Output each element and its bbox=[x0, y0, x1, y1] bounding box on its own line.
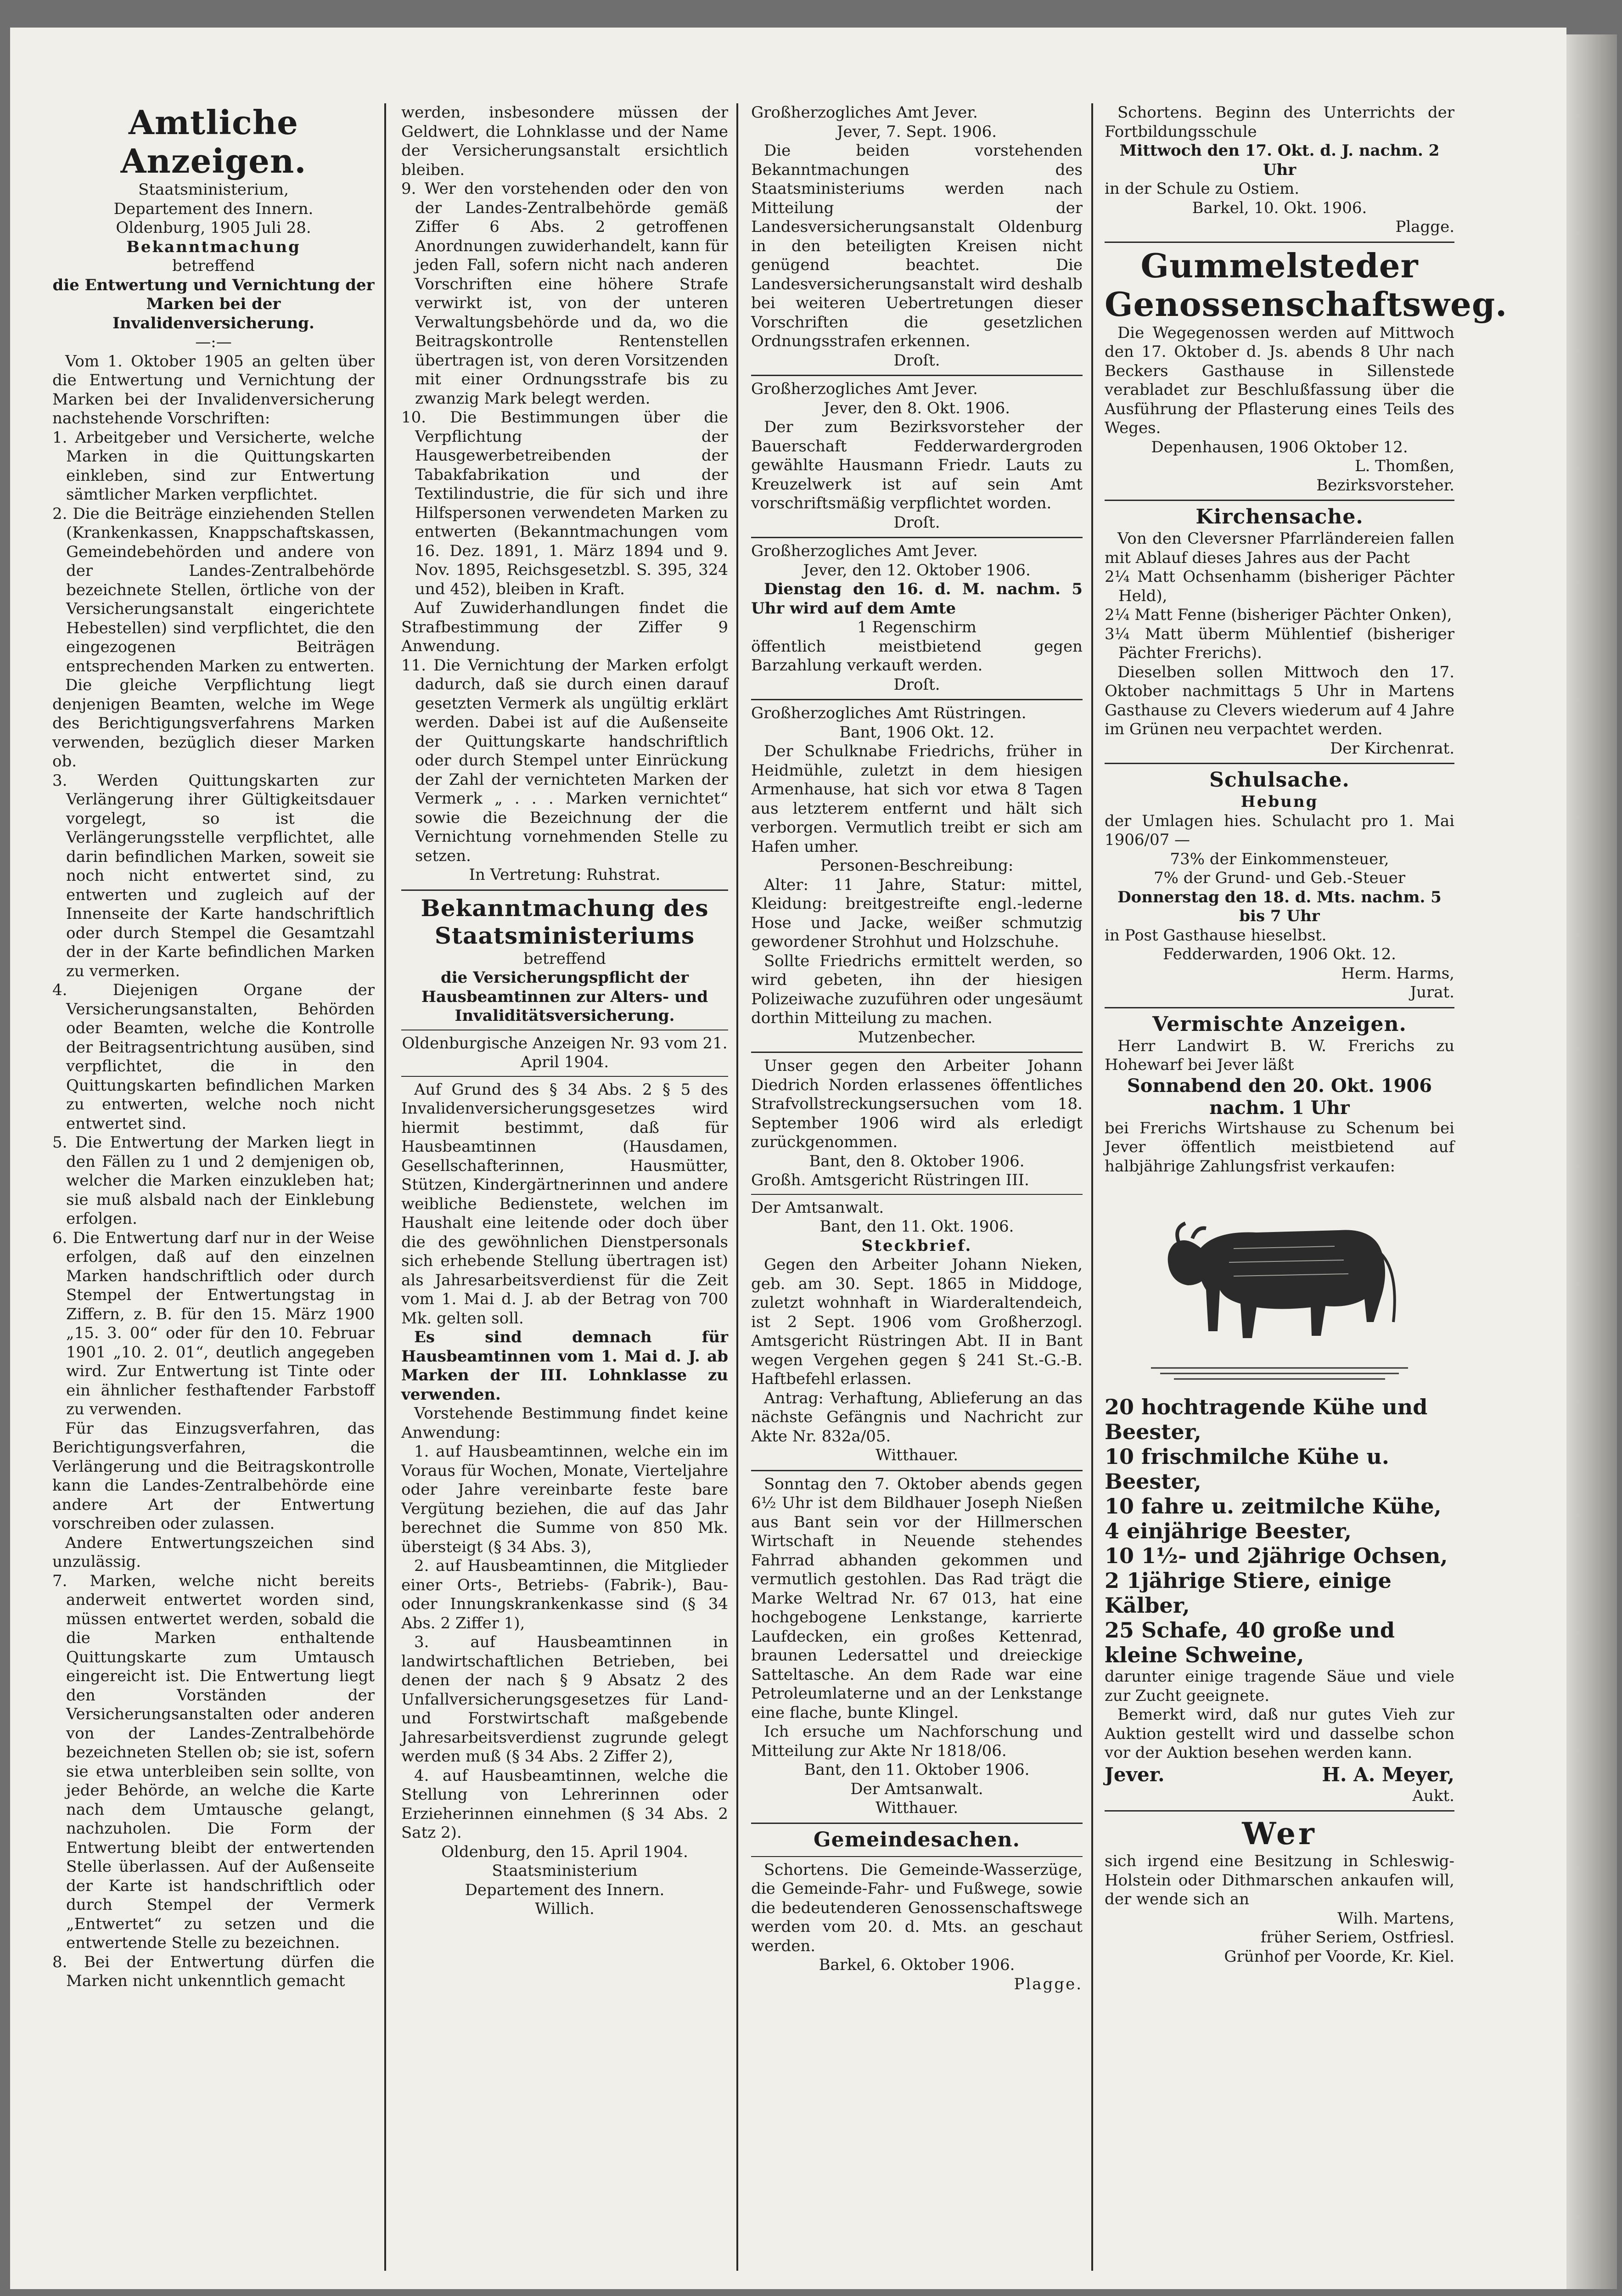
divider bbox=[751, 1470, 1083, 1471]
reference-line: Oldenburgische Anzeigen Nr. 93 vom 21. April 1904. bbox=[402, 1034, 728, 1071]
signature: Witthauer. bbox=[875, 1446, 959, 1464]
divider bbox=[1105, 242, 1454, 243]
divider bbox=[751, 1052, 1083, 1053]
paragraph: sich irgend eine Besitzung in Schleswig-Holstein oder Dithmarschen ankaufen will, der wende sich an bbox=[1105, 1852, 1454, 1908]
section-title-vermischte-anzeigen: Vermischte Anzeigen. bbox=[1152, 1012, 1407, 1036]
column-1 bbox=[46, 103, 381, 2271]
signature: Wilh. Martens, bbox=[1337, 1909, 1454, 1928]
list-item: 4. auf Hausbeamtinnen, welche die Stellung von Lehrerinnen oder Erzieherinnen einnehmen (§ 34 Abs. 2 Satz 2). bbox=[401, 1766, 728, 1842]
paragraph: Alter: 11 Jahre, Statur: mittel, Kleidung: breitgestreifte engl.-lederne Hose und Jacke, weißer schmutzig gewordener Strohhut und Holzschuhe. bbox=[751, 875, 1083, 951]
paragraph: Ich ersuche um Nachforschung und Mitteilung zur Akte Nr 1818/06. bbox=[751, 1722, 1083, 1760]
office-heading: Großherzogliches Amt Jever. bbox=[751, 542, 978, 560]
list-item: 2. Die die Beiträge einziehenden Stellen (Krankenkassen, Knappschaftskassen, Gemeindebehörden und andere von der Landes-Zentralbehörde bezeichnete Stellen, örtliche von der Versicherungsanstalt eingerichtete Hebestellen) sind verpflichtet, die den eingezogenen Beiträgen entsprechenden Marken zu entwerten. bbox=[52, 504, 375, 675]
divider bbox=[751, 537, 1083, 538]
section-title-kirchensache: Kirchensache. bbox=[1195, 505, 1364, 529]
signature: Droſt. bbox=[893, 513, 940, 532]
paragraph: Die gleiche Verpflichtung liegt denjenigen Beamten, welche im Wege des Berichtigungsverfahrens Marken verwenden, bezüglich dieser Marken ob. bbox=[52, 676, 375, 771]
signature: Droſt. bbox=[893, 351, 940, 370]
divider bbox=[401, 1076, 728, 1077]
notice-title: Bekanntmachung des Staatsministeriums bbox=[421, 894, 709, 949]
section-title-gemeindesachen: Gemeindesachen. bbox=[814, 1828, 1020, 1851]
text-line: betreffend bbox=[172, 257, 255, 275]
signature: H. A. Meyer, bbox=[1322, 1763, 1454, 1786]
signature: Plagge. bbox=[1014, 1975, 1083, 1993]
date-line: Jever, den 12. Oktober 1906. bbox=[803, 561, 1031, 580]
divider-mark: —:— bbox=[195, 333, 232, 351]
place-name: Jever. bbox=[1105, 1763, 1165, 1786]
signature: Witthauer. bbox=[875, 1799, 959, 1817]
event-date: Donnerstag den 18. d. Mts. nachm. 5 bis 7 Uhr bbox=[1117, 888, 1442, 925]
signature-title: Bezirksvorsteher. bbox=[1316, 476, 1454, 495]
paragraph: Unser gegen den Arbeiter Johann Diedrich Norden erlassenes öffentliches Strafvollstreckungsersuchen vom 18. September 1906 wird als erledigt zurückgenommen. bbox=[751, 1057, 1083, 1151]
text-line: Staatsministerium bbox=[492, 1862, 638, 1880]
date-line: Jever, den 8. Okt. 1906. bbox=[823, 399, 1010, 417]
section-title-amtliche-anzeigen: Amtliche Anzeigen. bbox=[120, 103, 307, 180]
date-line: Barkel, 10. Okt. 1906. bbox=[1192, 198, 1367, 217]
divider bbox=[1105, 1007, 1454, 1008]
office-heading: Großherzogliches Amt Rüstringen. bbox=[751, 704, 1027, 722]
list-item: 11. Die Vernichtung der Marken erfolgt dadurch, daß sie durch einen darauf gesetzten Vermerk als ungültig erklärt werden. Dabei ist auf die Außenseite der Quittungskarte handschriftlich oder durch Stempel unter Einrückung der Zahl der vernichteten Marken der Vermerk „ . . . Marken vernichtet“ sowie die Bezeichnung der die Vernichtung vornehmenden Stelle zu setzen. bbox=[401, 656, 728, 865]
divider bbox=[1105, 763, 1454, 764]
paragraph: Die beiden vorstehenden Bekanntmachungen des Staatsministeriums werden nach Mitteilung der Landesversicherungsanstalt Oldenburg in den beteiligten Kreisen nicht genügend beachtet. Die Landesversicherungsanstalt wird deshalb bei weiteren Uebertretungen dieser Vorschriften die gesetzlichen Ordnungsstrafen erkennen. bbox=[751, 141, 1083, 350]
text-line: Departement des Innern. bbox=[113, 199, 314, 218]
signature-title: Jurat. bbox=[1410, 983, 1454, 1002]
text-line: 1 Regenschirm bbox=[857, 618, 977, 636]
paragraph: Gegen den Arbeiter Johann Nieken, geb. am 30. Sept. 1865 in Middoge, zuletzt wohnhaft in Wiarderaltendeich, ist 2 Sept. 1906 vom Großherzogl. Amtsgericht Rüstringen Abt. II in Bant wegen Vergehen gegen § 241 St.-G.-B. Haftbefehl erlassen. bbox=[751, 1255, 1083, 1388]
text-line: in der Schule zu Ostiem. bbox=[1105, 180, 1300, 198]
auction-item: 10 frischmilche Kühe u. Beester, bbox=[1105, 1444, 1389, 1494]
office-heading: Großherzogliches Amt Jever. bbox=[751, 103, 978, 122]
signature: Herm. Harms, bbox=[1341, 964, 1454, 983]
column-rule bbox=[1091, 103, 1093, 2271]
text-line: früher Seriem, Ostfriesl. bbox=[1260, 1928, 1454, 1947]
date-line: Fedderwarden, 1906 Okt. 12. bbox=[1163, 945, 1396, 963]
list-item: 3. Werden Quittungskarten zur Verlängerung ihrer Gültigkeitsdauer vorgelegt, so ist die Verlängerungsstelle verpflichtet, alle darin befindlichen Marken, soweit sie noch nicht entwertet sind, zu entwerten und zugleich auf der Innenseite der Karte handschriftlich oder durch Stempel die Gesamtzahl der in der Karte befindlichen Marken zu vermerken. bbox=[52, 771, 375, 980]
list-item: 3. auf Hausbeamtinnen in landwirtschaftlichen Betrieben, bei denen der nach § 9 Absatz 2 des Unfallversicherungsgesetzes für Land- und Forstwirtschaft maßgebende Jahresarbeitsverdienst zugrunde gelegt werden muß (§ 34 Abs. 2 Ziffer 2), bbox=[401, 1633, 728, 1766]
signature: In Vertretung: Ruhstrat. bbox=[469, 866, 661, 884]
text-line: Staatsministerium, bbox=[138, 180, 289, 199]
divider bbox=[751, 375, 1083, 376]
event-date: Mittwoch den 17. Okt. d. J. nachm. 2 Uhr bbox=[1119, 141, 1440, 179]
signature: Willich. bbox=[535, 1900, 595, 1918]
list-item: 1. Arbeitgeber und Versicherte, welche Marken in die Quittungskarten einkleben, sind zur Entwertung sämtlicher Marken verpflichtet. bbox=[52, 428, 375, 504]
paragraph: Dieselben sollen Mittwoch den 17. Oktober nachmittags 5 Uhr in Martens Gasthause zu Clevers wiederum auf 4 Jahre im Grünen neu verpachtet werden. bbox=[1105, 663, 1454, 738]
auction-item: 25 Schafe, 40 große und kleine Schweine, bbox=[1105, 1618, 1395, 1667]
auction-date: Sonnabend den 20. Okt. 1906 nachm. 1 Uhr bbox=[1127, 1075, 1432, 1119]
list-item: 3¼ Matt überm Mühlentief (bisheriger Pächter Frerichs). bbox=[1105, 625, 1454, 662]
auction-item: 2 1jährige Stiere, einige Kälber, bbox=[1105, 1568, 1392, 1618]
list-item: 2¼ Matt Ochsenhamm (bisheriger Pächter Held), bbox=[1105, 568, 1454, 605]
section-title-schulsache: Schulsache. bbox=[1209, 768, 1350, 792]
date-line: Jever, 7. Sept. 1906. bbox=[836, 122, 997, 141]
column-rule bbox=[736, 103, 738, 2271]
auction-item: 10 fahre u. zeitmilche Kühe, bbox=[1105, 1494, 1442, 1519]
signature: Droſt. bbox=[893, 675, 940, 694]
paragraph: Auf Zuwiderhandlungen findet die Strafbestimmung der Ziffer 9 Anwendung. bbox=[401, 599, 728, 655]
notice-subject: die Entwertung und Vernichtung der Marken bei der Invalidenversicherung. bbox=[52, 276, 375, 332]
divider bbox=[1105, 1810, 1454, 1812]
paragraph: Es sind demnach für Hausbeamtinnen vom 1. Mai d. J. ab Marken der III. Lohnklasse zu verwenden. bbox=[401, 1328, 728, 1404]
paragraph: darunter einige tragende Säue und viele zur Zucht geeignete. bbox=[1105, 1667, 1454, 1705]
paragraph: Andere Entwertungszeichen sind unzulässig. bbox=[52, 1533, 375, 1571]
list-item: 2. auf Hausbeamtinnen, die Mitglieder einer Orts-, Betriebs- (Fabrik-), Bau- oder Innungskrankenkasse sind (§ 34 Abs. 2 Ziffer 1), bbox=[401, 1557, 728, 1632]
paragraph: Der Schulknabe Friedrichs, früher in Heidmühle, zuletzt in dem hiesigen Armenhause, hat sich vor etwa 8 Tagen aus letzterem entfernt und hält sich verborgen. Vermutlich treibt er sich am Hafen umher. bbox=[751, 742, 1083, 856]
list-item: 8. Bei der Entwertung dürfen die Marken nicht unkenntlich gemacht bbox=[52, 1953, 375, 1990]
divider bbox=[751, 1823, 1083, 1824]
date-line: Bant, den 8. Oktober 1906. bbox=[809, 1152, 1025, 1171]
paragraph: Schortens. Beginn des Unterrichts der Fortbildungsschule bbox=[1105, 103, 1454, 141]
paragraph: Schortens. Die Gemeinde-Wasserzüge, die Gemeinde-Fahr- und Fußwege, sowie die bedeutenderen Genossenschaftswege werden vom 20. d. Mts. an geschaut werden. bbox=[751, 1860, 1083, 1955]
divider bbox=[1105, 500, 1454, 501]
paragraph: bei Frerichs Wirtshause zu Schenum bei Jever öffentlich meistbietend auf halbjährige Zahlungsfrist verkaufen: bbox=[1105, 1119, 1454, 1176]
list-item: 4. Diejenigen Organe der Versicherungsanstalten, Behörden oder Beamten, welche die Kontrolle der Beitragsentrichtung ausüben, sind verpflichtet, die in den Quittungskarten befindlichen Marken zu entwerten, welche noch nicht entwertet sind. bbox=[52, 981, 375, 1133]
text-line: der Umlagen hies. Schulacht pro 1. Mai 1906/07 — bbox=[1105, 811, 1454, 849]
date-line: Depenhausen, 1906 Oktober 12. bbox=[1151, 438, 1408, 456]
office-heading: Der Amtsanwalt. bbox=[751, 1198, 884, 1217]
list-item: 6. Die Entwertung darf nur in der Weise erfolgen, daß auf den einzelnen Marken handschriftlich oder durch Stempel der Entwertungstag in Ziffern, z. B. für den 15. März 1900 „15. 3. 00“ oder für den 10. Februar 1901 „10. 2. 01“, deutlich angegeben wird. Zur Entwertung ist Tinte oder ein ähnlicher festhaftender Farbstoff zu verwenden. bbox=[52, 1228, 375, 1418]
paragraph: Der zum Bezirksvorsteher der Bauerschaft Fedderwardergroden gewählte Hausmann Friedr. Lauts zu Kreuzelwerk ist auf sein Amt vorschriftsmäßig verpflichtet worden. bbox=[751, 418, 1083, 512]
column-rule bbox=[384, 103, 386, 2271]
paragraph: Herr Landwirt B. W. Frerichs zu Hohewarf bei Jever läßt bbox=[1105, 1036, 1454, 1074]
address-line: Grünhof per Voorde, Kr. Kiel. bbox=[1224, 1947, 1454, 1966]
paragraph: Auf Grund des § 34 Abs. 2 § 5 des Invalidenversicherungsgesetzes wird hiermit bestimmt, daß für Hausbeamtinnen (Hausdamen, Gesellschafterinnen, Hausmütter, Stützen, Kindergärtnerinnen und andere weibliche Bedienstete, welchen im Haushalt eine leitende oder doch über die des gewöhnlichen Dienstpersonals sich erhebende Stellung übertragen ist) als Jahresarbeitsverdienst für die Zeit vom 1. Mai d. J. ab der Betrag von 700 Mk. gelten soll. bbox=[401, 1080, 728, 1328]
text-line: in Post Gasthause hieselbst. bbox=[1105, 926, 1327, 945]
divider bbox=[751, 699, 1083, 700]
text-line: Departement des Innern. bbox=[465, 1880, 665, 1899]
notice-heading: Bekanntmachung bbox=[126, 237, 301, 256]
signature: Plagge. bbox=[1395, 218, 1454, 236]
paragraph: öffentlich meistbietend gegen Barzahlung verkauft werden. bbox=[751, 637, 1083, 675]
signature: Der Kirchenrat. bbox=[1330, 739, 1454, 758]
divider bbox=[751, 1194, 1083, 1195]
date-line: Oldenburg, 1905 Juli 28. bbox=[116, 219, 311, 237]
ad-title-wer: Wer bbox=[1242, 1816, 1317, 1851]
list-item: 10. Die Bestimmungen über die Verpflichtung der Hausgewerbetreibenden der Tabakfabrikation und der Textilindustrie, die für sich und ihre Hilfspersonen verwendeten Marken zu entwerten (Bekanntmachungen vom 16. Dez. 1891, 1. März 1894 und 9. Nov. 1895, Reichsgesetzbl. S. 395, 324 und 452), bleiben in Kraft. bbox=[401, 408, 728, 598]
paragraph: Vom 1. Oktober 1905 an gelten über die Entwertung und Vernichtung der Marken bei der Invalidenversicherung nachstehende Vorschriften: bbox=[52, 352, 375, 428]
column-2 bbox=[395, 103, 735, 2271]
ad-title: Gummelsteder bbox=[1140, 246, 1419, 285]
paragraph: Dienstag den 16. d. M. nachm. 5 Uhr wird auf dem Amte bbox=[751, 580, 1083, 618]
date-line: Bant, den 11. Okt. 1906. bbox=[819, 1217, 1014, 1236]
date-line: Bant, 1906 Okt. 12. bbox=[839, 723, 994, 742]
notice-heading: Steckbrief. bbox=[861, 1236, 972, 1255]
list-item: 5. Die Entwertung der Marken liegt in den Fällen zu 1 und 2 demjenigen ob, welcher die Marken einzukleben hat; sie muß alsbald nach der Einklebung erfolgen. bbox=[52, 1133, 375, 1228]
office-heading: Großherzogliches Amt Jever. bbox=[751, 380, 978, 398]
paragraph: werden, insbesondere müssen der Geldwert, die Lohnklasse und der Name der Versicherungsanstalt ersichtlich bleiben. bbox=[401, 103, 728, 179]
list-item: 2¼ Matt Fenne (bisheriger Pächter Onken), bbox=[1105, 606, 1452, 624]
date-line: Oldenburg, den 15. April 1904. bbox=[441, 1842, 688, 1861]
date-line: Bant, den 11. Oktober 1906. bbox=[804, 1761, 1030, 1779]
paragraph: Sonntag den 7. Oktober abends gegen 6½ Uhr ist dem Bildhauer Joseph Nießen aus Bant sein vor der Hillmerschen Wirtschaft in Neuende stehendes Fahrrad abhanden gekommen und vermutlich gestohlen. Das Rad trägt die Marke Weltrad Nr. 67 013, hat eine hochgebogene Lenkstange, karrierte Laufdecken, ein großes Kettenrad, braunen Ledersattel und dreieckige Satteltasche. An dem Rade war eine Petroleumlaterne und an der Lenkstange eine flache, bunte Klingel. bbox=[751, 1474, 1083, 1722]
auction-item: 10 1½- und 2jährige Ochsen, bbox=[1105, 1543, 1448, 1568]
ox-illustration-icon bbox=[1142, 1184, 1417, 1386]
page-edge bbox=[1566, 34, 1617, 2289]
auction-item: 20 hochtragende Kühe und Beester, bbox=[1105, 1395, 1428, 1444]
ad-title: Genossenschaftsweg. bbox=[1105, 284, 1508, 324]
divider bbox=[401, 889, 728, 891]
list-item: 9. Wer den vorstehenden oder den von der Landes-Zentralbehörde gemäß Ziffer 6 Abs. 2 getroffenen Anordnungen zuwiderhandelt, kann für jeden Fall, sofern nicht nach anderen Vorschriften eine höhere Strafe verwirkt ist, von der unteren Verwaltungsbehörde und da, wo die Beitragskontrolle Rentenstellen übertragen ist, von deren Vorsitzenden mit einer Ordnungsstrafe bis zu zwanzig Mark belegt werden. bbox=[401, 180, 728, 408]
paragraph: Vorstehende Bestimmung findet keine Anwendung: bbox=[401, 1404, 728, 1442]
paragraph: Die Wegegenossen werden auf Mittwoch den 17. Oktober d. Js. abends 8 Uhr nach Beckers Gasthause in Sillenstede verabladet zur Beschlußfassung über die Ausführung der Pflasterung eines Teils des Weges. bbox=[1105, 323, 1454, 437]
text-line: 7% der Grund- und Geb.-Steuer bbox=[1153, 869, 1406, 887]
newspaper-page bbox=[10, 28, 1566, 2289]
text-line: Der Amtsanwalt. bbox=[850, 1779, 983, 1798]
auction-item: 4 einjährige Beester, bbox=[1105, 1519, 1352, 1543]
column-3 bbox=[745, 103, 1089, 2271]
divider bbox=[751, 1856, 1083, 1857]
notice-subject: die Versicherungspflicht der Hausbeamtinnen zur Alters- und Invaliditätsversicherung. bbox=[421, 968, 708, 1025]
paragraph: Bemerkt wird, daß nur gutes Vieh zur Auktion gestellt wird und dasselbe schon vor der Auktion besehen werden kann. bbox=[1105, 1705, 1454, 1762]
office-heading: Großh. Amtsgericht Rüstringen III. bbox=[751, 1171, 1029, 1189]
paragraph: Von den Cleversner Pfarrländereien fallen mit Ablauf dieses Jahres aus der Pacht bbox=[1105, 529, 1454, 567]
text-line: betreffend bbox=[523, 949, 606, 968]
paragraph: Antrag: Verhaftung, Ablieferung an das nächste Gefängnis und Nachricht zur Akte Nr. 832a/05. bbox=[751, 1389, 1083, 1446]
text-line: Personen-Beschreibung: bbox=[820, 856, 1014, 875]
paragraph: Für das Einzugsverfahren, das Berichtigungsverfahren, die Verlängerung und die Beitragskontrolle kann die Landes-Zentralbehörde eine andere Art der Entwertung vorschreiben oder zulassen. bbox=[52, 1419, 375, 1533]
text-line: 73% der Einkommensteuer, bbox=[1170, 850, 1389, 868]
list-item: 7. Marken, welche nicht bereits anderweit entwertet worden sind, müssen entwertet werden, sobald die die Marken enthaltende Quittungskarte zum Umtausch eingereicht ist. Die Entwertung liegt den Vorständen der Versicherungsanstalten oder anderen von der Landes-Zentralbehörde bezeichneten Stellen ob; sie ist, sofern sie etwa unterbleiben sein sollte, von jeder Behörde, an welche die Karte nach dem Umtausche gelangt, nachzuholen. Die Form der Entwertung bleibt der entwertenden Stelle überlassen. Auf der Außenseite der Karte ist handschriftlich oder durch Stempel der Vermerk „Entwertet“ zu setzen und die entwertende Stelle zu bezeichnen. bbox=[52, 1571, 375, 1952]
list-item: 1. auf Hausbeamtinnen, welche ein im Voraus für Wochen, Monate, Vierteljahre oder Jahre vereinbarte feste bare Vergütung beziehen, die auf das Jahr berechnet die Summe von 850 Mk. übersteigt (§ 34 Abs. 3), bbox=[401, 1442, 728, 1556]
paragraph: Sollte Friedrichs ermittelt werden, so wird gebeten, ihn der hiesigen Polizeiwache zuzuführen oder ungesäumt dorthin Mitteilung zu machen. bbox=[751, 951, 1083, 1027]
column-4 bbox=[1098, 103, 1508, 2271]
signature: Mutzenbecher. bbox=[858, 1028, 976, 1047]
signature-title: Aukt. bbox=[1412, 1786, 1454, 1805]
date-line: Barkel, 6. Oktober 1906. bbox=[819, 1956, 1015, 1974]
notice-heading: Hebung bbox=[1240, 793, 1319, 811]
signature: L. Thomßen, bbox=[1354, 457, 1454, 475]
